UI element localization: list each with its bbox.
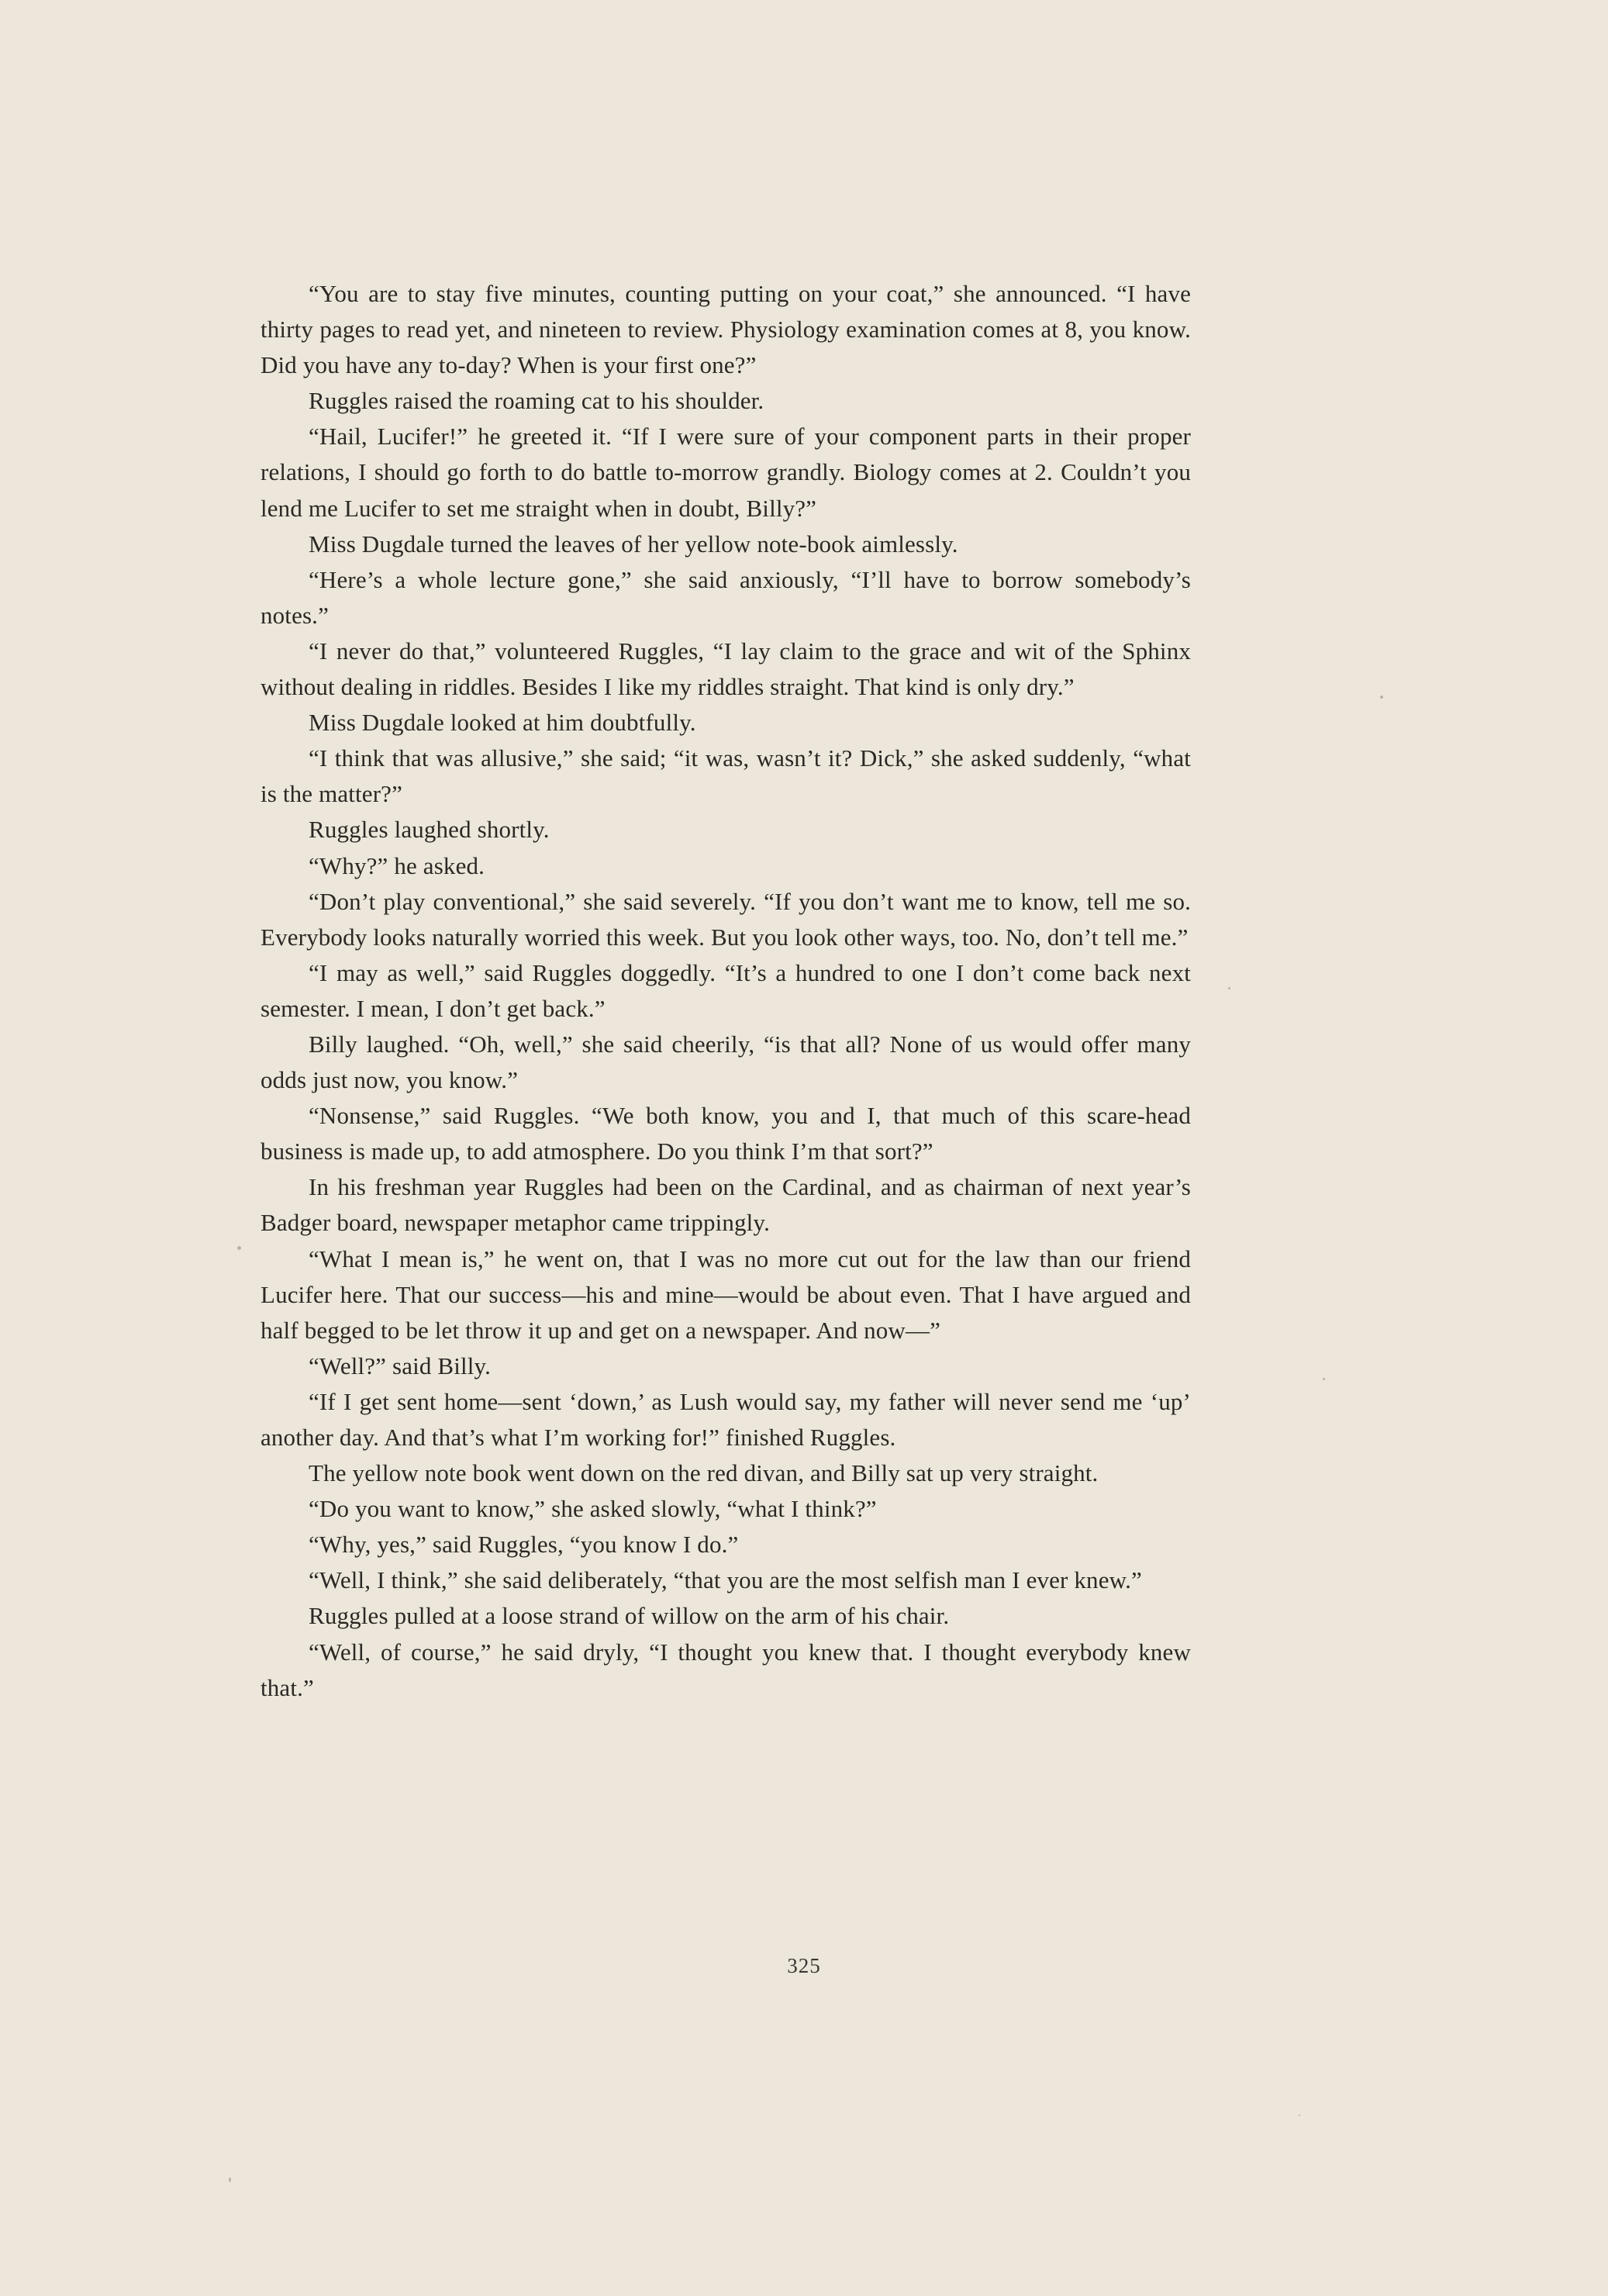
- paragraph: “Don’t play conventional,” she said severely. “If you don’t want me to know, tell me so. Everybody looks naturally worried this week. But you look other ways, too. No, don’t tell me.”: [261, 887, 1191, 951]
- paragraph: “Here’s a whole lecture gone,” she said anxiously, “I’ll have to borrow somebody’s notes.”: [261, 565, 1191, 629]
- paragraph: Miss Dugdale turned the leaves of her yellow note-book aimlessly.: [309, 530, 958, 558]
- paragraph: In his freshman year Ruggles had been on the Cardinal, and as chairman of next year’s Badger board, newspaper metaphor came trippingly.: [261, 1173, 1191, 1237]
- paragraph: “Hail, Lucifer!” he greeted it. “If I were sure of your component parts in their proper relations, I should go forth to do battle to-morrow grandly. Biology comes at 2. Couldn’t you lend me Lucifer to set me straight when in doubt, Billy?”: [261, 423, 1191, 522]
- paragraph: Miss Dugdale looked at him doubtfully.: [309, 709, 696, 737]
- paragraph: “Well, I think,” she said deliberately, “that you are the most selfish man I ever knew.”: [309, 1566, 1142, 1594]
- paragraph: Ruggles laughed shortly.: [309, 816, 550, 844]
- paper-speck: [1323, 1378, 1325, 1380]
- paper-speck: [1380, 696, 1383, 699]
- paragraph: Ruggles pulled at a loose strand of willow on the arm of his chair.: [309, 1602, 950, 1630]
- paper-speck: [1299, 2115, 1300, 2116]
- paragraph: “If I get sent home—sent ‘down,’ as Lush would say, my father will never send me ‘up’ another day. And that’s what I’m working for!” finished Ruggles.: [261, 1387, 1191, 1451]
- paragraph: Ruggles raised the roaming cat to his shoulder.: [309, 387, 764, 415]
- paragraph: “Nonsense,” said Ruggles. “We both know, you and I, that much of this scare-head business is made up, to add atmosphere. Do you think I’m that sort?”: [261, 1102, 1191, 1165]
- paragraph: Billy laughed. “Oh, well,” she said cheerily, “is that all? None of us would offer many odds just now, you know.”: [261, 1030, 1191, 1094]
- paragraph: “What I mean is,” he went on, that I was no more cut out for the law than our friend Lucifer here. That our success—his and mine—would be about even. That I have argued and half begged to be let throw it up and get on a newspaper. And now—”: [261, 1245, 1191, 1344]
- paper-speck: [1228, 987, 1230, 989]
- paragraph: “I may as well,” said Ruggles doggedly. “It’s a hundred to one I don’t come back next semester. I mean, I don’t get back.”: [261, 958, 1191, 1022]
- paragraph: “I think that was allusive,” she said; “it was, wasn’t it? Dick,” she asked suddenly, “what is the matter?”: [261, 744, 1191, 808]
- page-number: 325: [787, 1954, 821, 1977]
- paragraph: “Do you want to know,” she asked slowly, “what I think?”: [309, 1495, 877, 1523]
- paragraph: “You are to stay five minutes, counting putting on your coat,” she announced. “I have thirty pages to read yet, and nineteen to review. Physiology examination comes at 8, you know. Did you have any to-day? When is your first one?”: [261, 280, 1191, 379]
- paragraph: “Why?” he asked.: [309, 851, 485, 879]
- paper-speck: [229, 2177, 231, 2182]
- paragraph: “Why, yes,” said Ruggles, “you know I do.”: [309, 1531, 739, 1559]
- paragraph: “Well?” said Billy.: [309, 1352, 492, 1379]
- paragraph: The yellow note book went down on the red divan, and Billy sat up very straight.: [309, 1459, 1099, 1487]
- paragraph: “I never do that,” volunteered Ruggles, “I lay claim to the grace and wit of the Sphinx without dealing in riddles. Besides I like my riddles straight. That kind is only dry.”: [261, 637, 1191, 701]
- body-text: [261, 276, 1191, 1706]
- paragraph: “Well, of course,” he said dryly, “I thought you knew that. I thought everybody knew that.”: [261, 1638, 1191, 1701]
- paper-speck: [237, 1246, 241, 1250]
